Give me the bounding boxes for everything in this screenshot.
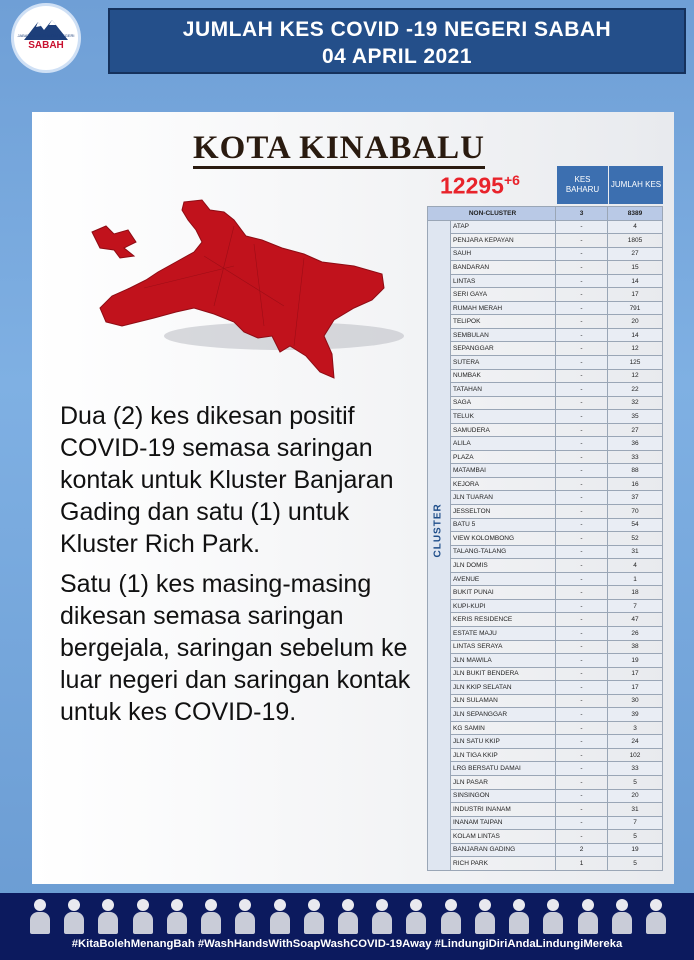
- cluster-new-cases: -: [556, 437, 608, 451]
- cluster-new-cases: -: [556, 220, 608, 234]
- cluster-total-cases: 70: [608, 505, 663, 519]
- table-row: [428, 234, 663, 248]
- non-cluster-total: 8389: [608, 207, 663, 221]
- table-row: [428, 356, 663, 370]
- cluster-new-cases: -: [556, 694, 608, 708]
- cluster-total-cases: 27: [608, 247, 663, 261]
- cluster-name: SAUH: [451, 247, 556, 261]
- table-row: [428, 626, 663, 640]
- cluster-name: PENJARA KEPAYAN: [451, 234, 556, 248]
- cluster-total-cases: 32: [608, 396, 663, 410]
- cluster-total-cases: 17: [608, 667, 663, 681]
- cluster-name: TELUK: [451, 410, 556, 424]
- table-row: [428, 423, 663, 437]
- cluster-name: LRG BERSATU DAMAI: [451, 762, 556, 776]
- cluster-total-cases: 15: [608, 261, 663, 275]
- cluster-new-cases: -: [556, 518, 608, 532]
- header-new-cases: KES BAHARU: [557, 166, 608, 204]
- cluster-new-cases: -: [556, 775, 608, 789]
- cluster-table: [427, 206, 663, 871]
- table-row: [428, 315, 663, 329]
- cluster-name: INDUSTRI INANAM: [451, 803, 556, 817]
- non-cluster-name: NON-CLUSTER: [428, 207, 556, 221]
- table-row: [428, 803, 663, 817]
- cluster-new-cases: -: [556, 545, 608, 559]
- cluster-new-cases: -: [556, 491, 608, 505]
- cluster-total-cases: 1: [608, 572, 663, 586]
- table-row: [428, 640, 663, 654]
- cluster-new-cases: -: [556, 613, 608, 627]
- cluster-name: TATAHAN: [451, 383, 556, 397]
- cluster-total-cases: 17: [608, 288, 663, 302]
- table-row: [428, 572, 663, 586]
- cluster-total-cases: 26: [608, 626, 663, 640]
- cluster-name: JLN SATU KKIP: [451, 735, 556, 749]
- table-row: [428, 301, 663, 315]
- cluster-name: SEMBULAN: [451, 328, 556, 342]
- cluster-name: ALILA: [451, 437, 556, 451]
- table-row: [428, 748, 663, 762]
- header-total-cases: JUMLAH KES: [609, 166, 663, 204]
- cluster-name: BANDARAN: [451, 261, 556, 275]
- cluster-new-cases: -: [556, 559, 608, 573]
- frontliner-figure-icon: [165, 897, 189, 935]
- cluster-new-cases: -: [556, 816, 608, 830]
- cluster-name: JESSELTON: [451, 505, 556, 519]
- cluster-name: TALANG-TALANG: [451, 545, 556, 559]
- cluster-name: BUKIT PUNAI: [451, 586, 556, 600]
- table-row: [428, 762, 663, 776]
- cluster-total-cases: 102: [608, 748, 663, 762]
- cluster-total-cases: 31: [608, 545, 663, 559]
- cluster-new-cases: -: [556, 396, 608, 410]
- cluster-name: KG SAMIN: [451, 721, 556, 735]
- logo-text: SABAH: [28, 40, 64, 51]
- table-row: [428, 599, 663, 613]
- cluster-new-cases: -: [556, 301, 608, 315]
- cluster-new-cases: -: [556, 626, 608, 640]
- cluster-new-cases: -: [556, 356, 608, 370]
- cluster-new-cases: -: [556, 423, 608, 437]
- frontliner-figure-icon: [233, 897, 257, 935]
- cluster-new-cases: -: [556, 586, 608, 600]
- cluster-new-cases: -: [556, 667, 608, 681]
- frontliner-figure-icon: [644, 897, 668, 935]
- table-row: [428, 220, 663, 234]
- cluster-total-cases: 18: [608, 586, 663, 600]
- cluster-name: JLN DOMIS: [451, 559, 556, 573]
- cluster-new-cases: -: [556, 450, 608, 464]
- table-row: [428, 681, 663, 695]
- frontliner-figure-icon: [370, 897, 394, 935]
- hashtags: #KitaBolehMenangBah #WashHandsWithSoapWashCOVID-19Away #LindungiDiriAndaLindungiMereka: [71, 938, 623, 950]
- table-row: [428, 816, 663, 830]
- cluster-new-cases: -: [556, 532, 608, 546]
- frontliner-figures: [28, 897, 668, 937]
- cluster-table-body: [428, 207, 663, 871]
- frontliner-figure-icon: [268, 897, 292, 935]
- table-row: [428, 830, 663, 844]
- frontliner-figure-icon: [576, 897, 600, 935]
- cluster-total-cases: 5: [608, 775, 663, 789]
- cluster-total-cases: 24: [608, 735, 663, 749]
- table-row: [428, 735, 663, 749]
- cluster-name: RICH PARK: [451, 857, 556, 871]
- title-line-1: JUMLAH KES COVID -19 NEGERI SABAH: [182, 18, 612, 41]
- cluster-new-cases: -: [556, 464, 608, 478]
- cluster-total-cases: 3: [608, 721, 663, 735]
- cluster-name: VIEW KOLOMBONG: [451, 532, 556, 546]
- table-row: [428, 559, 663, 573]
- cluster-name: BANJARAN GADING: [451, 843, 556, 857]
- table-row: [428, 775, 663, 789]
- table-row: [428, 857, 663, 871]
- cluster-total-cases: 30: [608, 694, 663, 708]
- cluster-name: RUMAH MERAH: [451, 301, 556, 315]
- cluster-name: INANAM TAIPAN: [451, 816, 556, 830]
- table-row: [428, 464, 663, 478]
- frontliner-figure-icon: [62, 897, 86, 935]
- cluster-name: AVENUE: [451, 572, 556, 586]
- frontliner-figure-icon: [473, 897, 497, 935]
- cluster-total-cases: 5: [608, 830, 663, 844]
- cluster-name: MATAMBAI: [451, 464, 556, 478]
- cluster-new-cases: -: [556, 721, 608, 735]
- table-row: [428, 505, 663, 519]
- cluster-name: KOLAM LINTAS: [451, 830, 556, 844]
- cluster-name: JLN SEPANGGAR: [451, 708, 556, 722]
- table-row: [428, 708, 663, 722]
- frontliner-figure-icon: [302, 897, 326, 935]
- cluster-new-cases: -: [556, 572, 608, 586]
- table-row: [428, 437, 663, 451]
- cluster-new-cases: -: [556, 247, 608, 261]
- cluster-new-cases: -: [556, 288, 608, 302]
- cluster-new-cases: -: [556, 315, 608, 329]
- cluster-total-cases: 12: [608, 369, 663, 383]
- table-row: [428, 288, 663, 302]
- sabah-health-logo: [14, 6, 78, 70]
- cluster-total-cases: 38: [608, 640, 663, 654]
- total-new: +6: [503, 172, 520, 188]
- cluster-total-cases: 36: [608, 437, 663, 451]
- cluster-total-cases: 35: [608, 410, 663, 424]
- cluster-name: NUMBAK: [451, 369, 556, 383]
- cluster-new-cases: -: [556, 369, 608, 383]
- cluster-new-cases: -: [556, 654, 608, 668]
- cluster-new-cases: -: [556, 261, 608, 275]
- table-row: [428, 383, 663, 397]
- cluster-total-cases: 20: [608, 315, 663, 329]
- frontliner-figure-icon: [199, 897, 223, 935]
- table-row: [428, 396, 663, 410]
- cluster-new-cases: -: [556, 274, 608, 288]
- cluster-name: KERIS RESIDENCE: [451, 613, 556, 627]
- cluster-total-cases: 14: [608, 328, 663, 342]
- frontliner-figure-icon: [610, 897, 634, 935]
- frontliner-figure-icon: [96, 897, 120, 935]
- cluster-total-cases: 88: [608, 464, 663, 478]
- frontliner-figure-icon: [28, 897, 52, 935]
- table-row: [428, 477, 663, 491]
- paragraph-1: Dua (2) kes dikesan positif COVID-19 semasa saringan kontak untuk Kluster Banjaran Gading dan satu (1) untuk Kluster Rich Park.: [60, 402, 394, 558]
- title-banner: [108, 8, 686, 74]
- cluster-total-cases: 27: [608, 423, 663, 437]
- table-row: [428, 667, 663, 681]
- cluster-name: KUPI-KUPI: [451, 599, 556, 613]
- table-row: [428, 261, 663, 275]
- cluster-new-cases: -: [556, 505, 608, 519]
- cluster-new-cases: -: [556, 640, 608, 654]
- cluster-new-cases: 1: [556, 857, 608, 871]
- table-row: [428, 789, 663, 803]
- frontliner-figure-icon: [507, 897, 531, 935]
- cluster-total-cases: 19: [608, 654, 663, 668]
- cluster-name: JLN PASAR: [451, 775, 556, 789]
- cluster-total-cases: 125: [608, 356, 663, 370]
- frontliner-figure-icon: [439, 897, 463, 935]
- table-row: [428, 843, 663, 857]
- description-text: [60, 400, 420, 736]
- cluster-total-cases: 54: [608, 518, 663, 532]
- table-row: [428, 369, 663, 383]
- cluster-name: PLAZA: [451, 450, 556, 464]
- table-row: [428, 274, 663, 288]
- cluster-name: LINTAS: [451, 274, 556, 288]
- cluster-new-cases: -: [556, 328, 608, 342]
- cluster-total-cases: 39: [608, 708, 663, 722]
- cluster-total-cases: 16: [608, 477, 663, 491]
- cluster-name: TELIPOK: [451, 315, 556, 329]
- table-row: [428, 247, 663, 261]
- cluster-new-cases: -: [556, 410, 608, 424]
- cluster-total-cases: 47: [608, 613, 663, 627]
- cluster-new-cases: 2: [556, 843, 608, 857]
- cluster-new-cases: -: [556, 708, 608, 722]
- cluster-side-label: [433, 534, 444, 558]
- frontliner-figure-icon: [541, 897, 565, 935]
- frontliner-figure-icon: [131, 897, 155, 935]
- cluster-name: SEPANGGAR: [451, 342, 556, 356]
- table-row: [428, 654, 663, 668]
- cluster-name: KEJORA: [451, 477, 556, 491]
- cluster-name: SERI GAYA: [451, 288, 556, 302]
- cluster-new-cases: -: [556, 599, 608, 613]
- cluster-new-cases: -: [556, 342, 608, 356]
- cluster-total-cases: 17: [608, 681, 663, 695]
- table-row: [428, 586, 663, 600]
- cluster-name: BATU 5: [451, 518, 556, 532]
- total-cases: [440, 172, 520, 200]
- table-row: [428, 532, 663, 546]
- table-row: [428, 545, 663, 559]
- cluster-total-cases: 52: [608, 532, 663, 546]
- cluster-total-cases: 14: [608, 274, 663, 288]
- table-row: [428, 450, 663, 464]
- non-cluster-new: 3: [556, 207, 608, 221]
- cluster-total-cases: 37: [608, 491, 663, 505]
- table-row: [428, 613, 663, 627]
- cluster-total-cases: 20: [608, 789, 663, 803]
- cluster-name: JLN MAWILA: [451, 654, 556, 668]
- cluster-total-cases: 4: [608, 559, 663, 573]
- frontliner-figure-icon: [404, 897, 428, 935]
- cluster-new-cases: -: [556, 383, 608, 397]
- cluster-name: SUTERA: [451, 356, 556, 370]
- table-row: [428, 491, 663, 505]
- table-row: [428, 328, 663, 342]
- cluster-total-cases: 1805: [608, 234, 663, 248]
- table-row: [428, 721, 663, 735]
- cluster-name: JLN TUARAN: [451, 491, 556, 505]
- cluster-name: SAMUDERA: [451, 423, 556, 437]
- logo-small-text: JABATAN KESIHATAN NEGERI: [17, 33, 75, 38]
- table-row: [428, 410, 663, 424]
- title-line-2: 04 APRIL 2021: [321, 45, 473, 68]
- cluster-name: LINTAS SERAYA: [451, 640, 556, 654]
- total-value: 12295: [440, 172, 504, 199]
- cluster-name: JLN SULAMAN: [451, 694, 556, 708]
- frontliner-figure-icon: [336, 897, 360, 935]
- cluster-new-cases: -: [556, 748, 608, 762]
- cluster-new-cases: -: [556, 789, 608, 803]
- cluster-total-cases: 7: [608, 816, 663, 830]
- cluster-new-cases: -: [556, 803, 608, 817]
- cluster-total-cases: 12: [608, 342, 663, 356]
- cluster-new-cases: -: [556, 234, 608, 248]
- cluster-name: ESTATE MAJU: [451, 626, 556, 640]
- cluster-name: JLN KKIP SELATAN: [451, 681, 556, 695]
- cluster-total-cases: 22: [608, 383, 663, 397]
- cluster-total-cases: 4: [608, 220, 663, 234]
- cluster-total-cases: 5: [608, 857, 663, 871]
- kota-kinabalu-map: [84, 196, 404, 386]
- cluster-name: JLN BUKIT BENDERA: [451, 667, 556, 681]
- cluster-total-cases: 7: [608, 599, 663, 613]
- cluster-new-cases: -: [556, 735, 608, 749]
- district-title: KOTA KINABALU: [193, 130, 485, 169]
- cluster-name: SAGA: [451, 396, 556, 410]
- paragraph-2: Satu (1) kes masing-masing dikesan semasa saringan bergejala, saringan sebelum ke luar negeri dan saringan kontak untuk kes COVID-19.: [60, 570, 411, 726]
- table-row: [428, 342, 663, 356]
- cluster-total-cases: 33: [608, 762, 663, 776]
- cluster-name: JLN TIGA KKIP: [451, 748, 556, 762]
- cluster-new-cases: -: [556, 830, 608, 844]
- cluster-new-cases: -: [556, 762, 608, 776]
- cluster-name: SINSINGON: [451, 789, 556, 803]
- cluster-total-cases: 31: [608, 803, 663, 817]
- cluster-total-cases: 33: [608, 450, 663, 464]
- table-row: [428, 694, 663, 708]
- cluster-name: ATAP: [451, 220, 556, 234]
- table-row: [428, 518, 663, 532]
- cluster-total-cases: 19: [608, 843, 663, 857]
- cluster-new-cases: -: [556, 681, 608, 695]
- non-cluster-row: [428, 207, 663, 221]
- cluster-total-cases: 791: [608, 301, 663, 315]
- cluster-new-cases: -: [556, 477, 608, 491]
